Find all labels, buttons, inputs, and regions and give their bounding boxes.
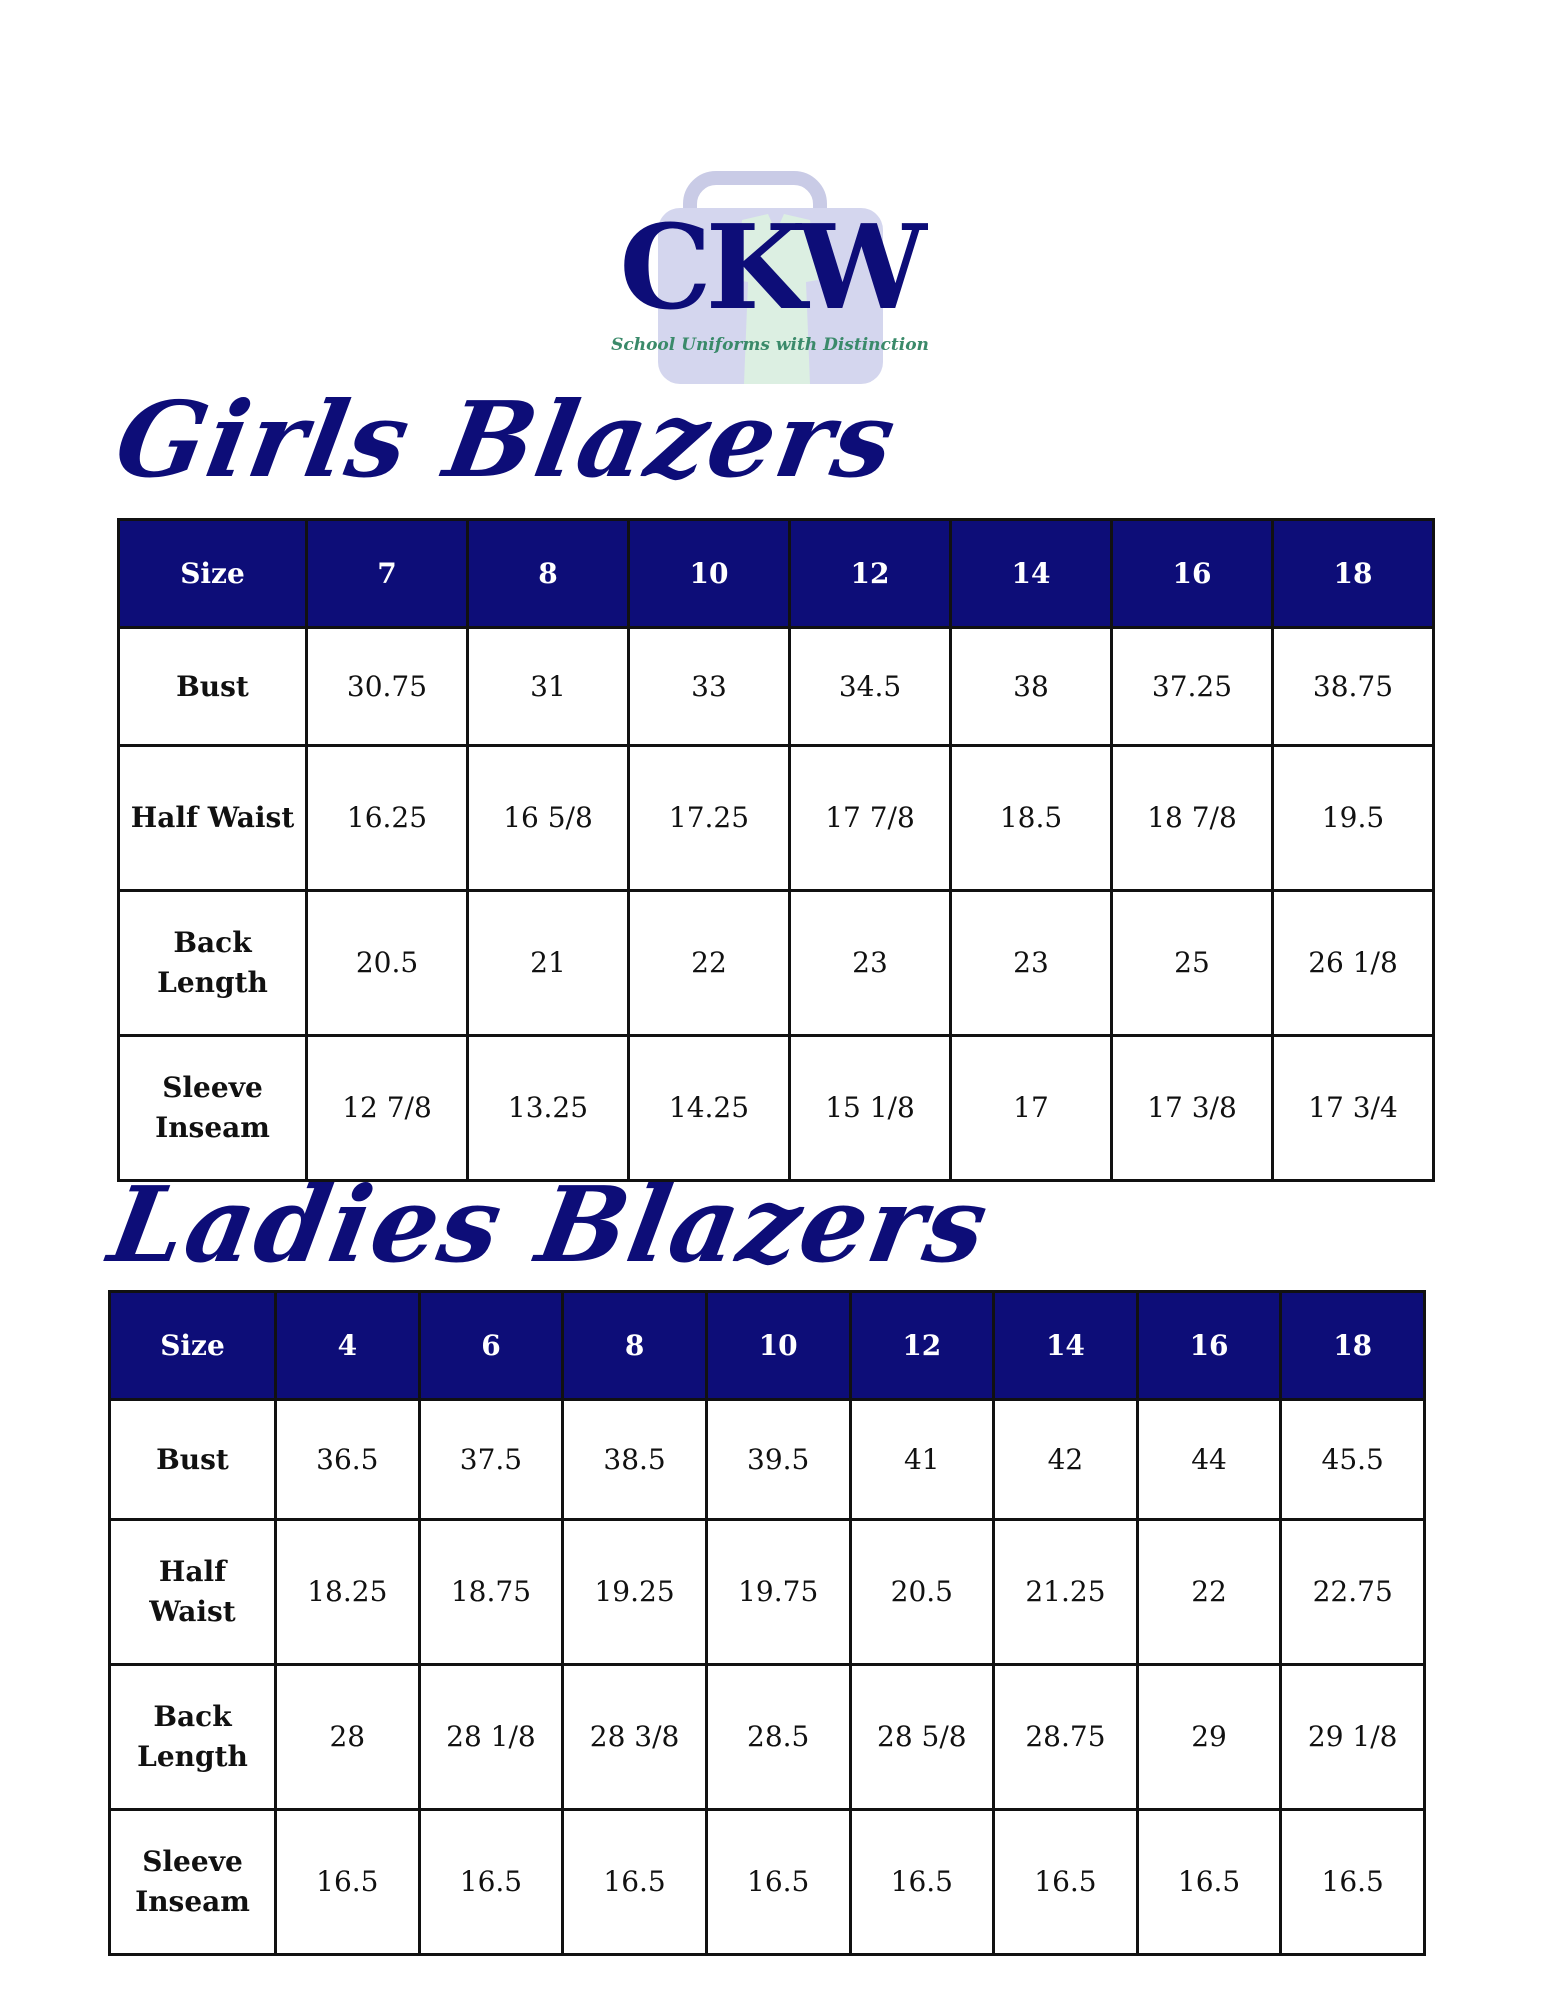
table-cell: 17 bbox=[951, 1036, 1112, 1181]
table-cell: 42 bbox=[994, 1400, 1138, 1520]
table-cell: 16.5 bbox=[276, 1810, 420, 1955]
table-cell: 34.5 bbox=[790, 628, 951, 746]
table-cell: 16.5 bbox=[706, 1810, 850, 1955]
table-cell: 38 bbox=[951, 628, 1112, 746]
table-cell: 16 5/8 bbox=[468, 746, 629, 891]
table-cell: 28 1/8 bbox=[419, 1665, 563, 1810]
table-row-bust bbox=[119, 628, 1434, 746]
table-cell: 36.5 bbox=[276, 1400, 420, 1520]
header-cell-label: Size bbox=[110, 1292, 276, 1400]
table-cell: 28 5/8 bbox=[850, 1665, 994, 1810]
row-label: Sleeve Inseam bbox=[119, 1036, 307, 1181]
header-cell-label: Size bbox=[119, 520, 307, 628]
header-cell-size: 10 bbox=[629, 520, 790, 628]
table-cell: 19.5 bbox=[1273, 746, 1434, 891]
table-cell: 19.75 bbox=[706, 1520, 850, 1665]
header-cell-size: 10 bbox=[706, 1292, 850, 1400]
table-cell: 17.25 bbox=[629, 746, 790, 891]
header-cell-size: 8 bbox=[468, 520, 629, 628]
header-cell-size: 16 bbox=[1137, 1292, 1281, 1400]
table-row-back-length bbox=[119, 891, 1434, 1036]
table-cell: 44 bbox=[1137, 1400, 1281, 1520]
table-cell: 23 bbox=[790, 891, 951, 1036]
table-cell: 12 7/8 bbox=[307, 1036, 468, 1181]
table-header-row bbox=[110, 1292, 1425, 1400]
table-cell: 16.25 bbox=[307, 746, 468, 891]
header-cell-size: 14 bbox=[994, 1292, 1138, 1400]
table-cell: 16.5 bbox=[1281, 1810, 1425, 1955]
logo-letters: CKW bbox=[619, 200, 921, 336]
table-row-back-length bbox=[110, 1665, 1425, 1810]
row-label: Bust bbox=[119, 628, 307, 746]
row-label: Half Waist bbox=[119, 746, 307, 891]
header-cell-size: 7 bbox=[307, 520, 468, 628]
table-cell: 29 1/8 bbox=[1281, 1665, 1425, 1810]
table-cell: 16.5 bbox=[563, 1810, 707, 1955]
table-cell: 30.75 bbox=[307, 628, 468, 746]
table-cell: 29 bbox=[1137, 1665, 1281, 1810]
table-cell: 37.5 bbox=[419, 1400, 563, 1520]
row-label: Sleeve Inseam bbox=[110, 1810, 276, 1955]
table-cell: 28 3/8 bbox=[563, 1665, 707, 1810]
table-row-half-waist bbox=[110, 1520, 1425, 1665]
table-row-half-waist bbox=[119, 746, 1434, 891]
table-row-sleeve-inseam bbox=[110, 1810, 1425, 1955]
row-label: Back Length bbox=[110, 1665, 276, 1810]
table-cell: 16.5 bbox=[850, 1810, 994, 1955]
girls-blazers-title: Girls Blazers bbox=[107, 378, 906, 501]
header-cell-size: 8 bbox=[563, 1292, 707, 1400]
table-cell: 18.75 bbox=[419, 1520, 563, 1665]
table-cell: 23 bbox=[951, 891, 1112, 1036]
ladies-size-table bbox=[108, 1290, 1426, 1956]
header-cell-size: 12 bbox=[850, 1292, 994, 1400]
header-cell-size: 18 bbox=[1273, 520, 1434, 628]
table-header-row bbox=[119, 520, 1434, 628]
table-cell: 17 7/8 bbox=[790, 746, 951, 891]
table-cell: 17 3/4 bbox=[1273, 1036, 1434, 1181]
table-cell: 14.25 bbox=[629, 1036, 790, 1181]
table-cell: 17 3/8 bbox=[1112, 1036, 1273, 1181]
girls-size-table bbox=[117, 518, 1435, 1182]
table-cell: 20.5 bbox=[850, 1520, 994, 1665]
header-cell-size: 4 bbox=[276, 1292, 420, 1400]
ckw-logo bbox=[600, 170, 940, 390]
table-cell: 31 bbox=[468, 628, 629, 746]
header-cell-size: 14 bbox=[951, 520, 1112, 628]
table-cell: 18.5 bbox=[951, 746, 1112, 891]
table-cell: 41 bbox=[850, 1400, 994, 1520]
table-row-bust bbox=[110, 1400, 1425, 1520]
table-cell: 16.5 bbox=[1137, 1810, 1281, 1955]
header-cell-size: 12 bbox=[790, 520, 951, 628]
table-cell: 21 bbox=[468, 891, 629, 1036]
table-cell: 22 bbox=[629, 891, 790, 1036]
table-cell: 19.25 bbox=[563, 1520, 707, 1665]
table-cell: 28 bbox=[276, 1665, 420, 1810]
table-cell: 18 7/8 bbox=[1112, 746, 1273, 891]
table-cell: 28.75 bbox=[994, 1665, 1138, 1810]
table-cell: 39.5 bbox=[706, 1400, 850, 1520]
ladies-blazers-title: Ladies Blazers bbox=[101, 1163, 998, 1286]
row-label: Back Length bbox=[119, 891, 307, 1036]
table-cell: 15 1/8 bbox=[790, 1036, 951, 1181]
table-row-sleeve-inseam bbox=[119, 1036, 1434, 1181]
logo-tagline: School Uniforms with Distinction bbox=[611, 335, 929, 355]
table-cell: 38.5 bbox=[563, 1400, 707, 1520]
header-cell-size: 6 bbox=[419, 1292, 563, 1400]
table-cell: 38.75 bbox=[1273, 628, 1434, 746]
table-cell: 16.5 bbox=[994, 1810, 1138, 1955]
table-cell: 20.5 bbox=[307, 891, 468, 1036]
table-cell: 37.25 bbox=[1112, 628, 1273, 746]
table-cell: 28.5 bbox=[706, 1665, 850, 1810]
table-cell: 18.25 bbox=[276, 1520, 420, 1665]
table-cell: 26 1/8 bbox=[1273, 891, 1434, 1036]
header-cell-size: 16 bbox=[1112, 520, 1273, 628]
table-cell: 22 bbox=[1137, 1520, 1281, 1665]
table-cell: 22.75 bbox=[1281, 1520, 1425, 1665]
table-cell: 45.5 bbox=[1281, 1400, 1425, 1520]
table-cell: 21.25 bbox=[994, 1520, 1138, 1665]
table-cell: 25 bbox=[1112, 891, 1273, 1036]
row-label: Half Waist bbox=[110, 1520, 276, 1665]
header-cell-size: 18 bbox=[1281, 1292, 1425, 1400]
row-label: Bust bbox=[110, 1400, 276, 1520]
table-cell: 13.25 bbox=[468, 1036, 629, 1181]
table-cell: 16.5 bbox=[419, 1810, 563, 1955]
table-cell: 33 bbox=[629, 628, 790, 746]
